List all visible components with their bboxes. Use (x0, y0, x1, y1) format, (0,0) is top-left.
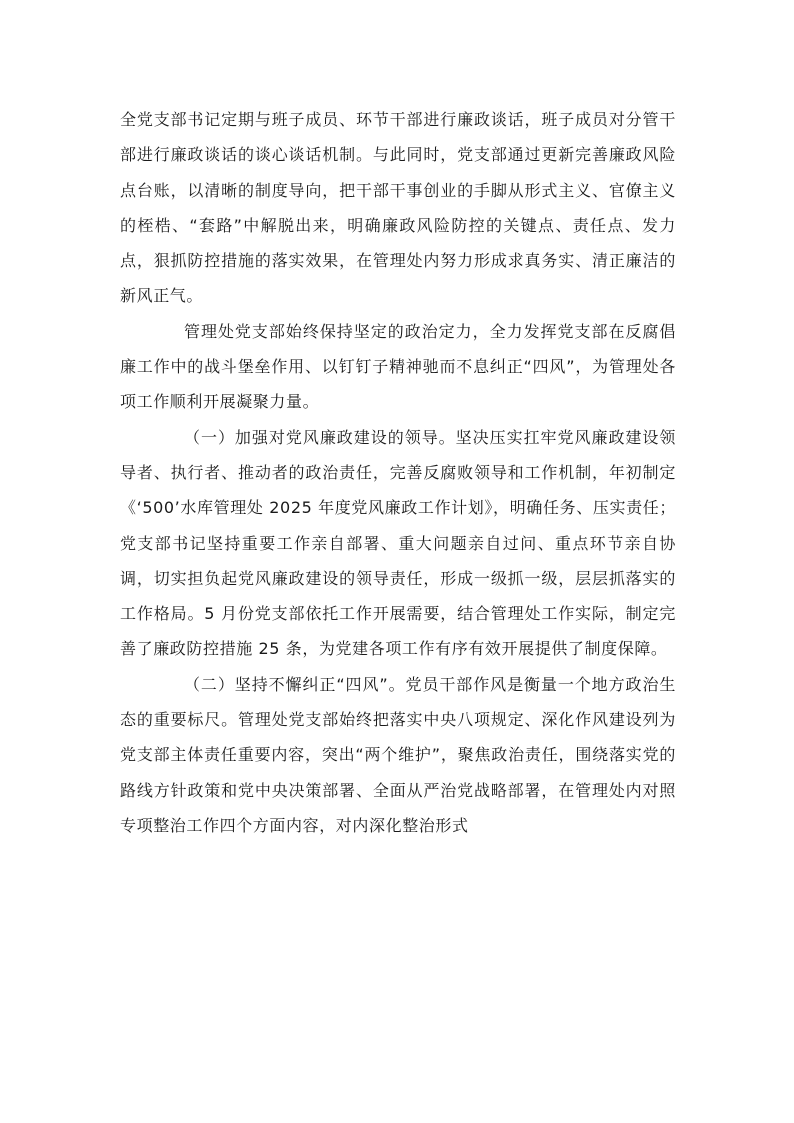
paragraph-section-two: （二）坚持不懈纠正“四风”。党员干部作风是衡量一个地方政治生态的重要标尺。管理处党支部始终把落实中央八项规定、深化作风建设列为党支部主体责任重要内容，突出“两个维护”，聚焦政治责任，围绕落实党的路线方针政策和党中央决策部署、全面从严治党战略部署，在管理处内对照专项整治工作四个方面内容，对内深化整治形式 (120, 674, 676, 835)
paragraph-continuation: 全党支部书记定期与班子成员、环节干部进行廉政谈话，班子成员对分管干部进行廉政谈话的谈心谈话机制。与此同时，党支部通过更新完善廉政风险点台账，以清晰的制度导向，把干部干事创业的手脚从形式主义、官僚主义的桎梏、“套路”中解脱出来，明确廉政风险防控的关键点、责任点、发力点，狠抓防控措施的落实效果，在管理处内努力形成求真务实、清正廉洁的新风正气。 (120, 110, 676, 306)
paragraph-section-one: （一）加强对党风廉政建设的领导。坚决压实扛牢党风廉政建设领导者、执行者、推动者的政治责任，完善反腐败领导和工作机制，年初制定《‘500’水库管理处 2025 年度党风廉政工作计划》，明确任务、压实责任；党支部书记坚持重要工作亲自部署、重大问题亲自过问、重点环节亲自协调，切实担负起党风廉政建设的领导责任，形成一级抓一级，层层抓落实的工作格局。5 月份党支部依托工作开展需要，结合管理处工作实际，制定完善了廉政防控措施 25 条，为党建各项工作有序有效开展提供了制度保障。 (120, 427, 676, 659)
document-body (120, 102, 676, 843)
paragraph-party-branch-intro: 管理处党支部始终保持坚定的政治定力，全力发挥党支部在反腐倡廉工作中的战斗堡垒作用、以钉钉子精神驰而不息纠正“四风”，为管理处各项工作顺利开展凝聚力量。 (120, 321, 676, 412)
